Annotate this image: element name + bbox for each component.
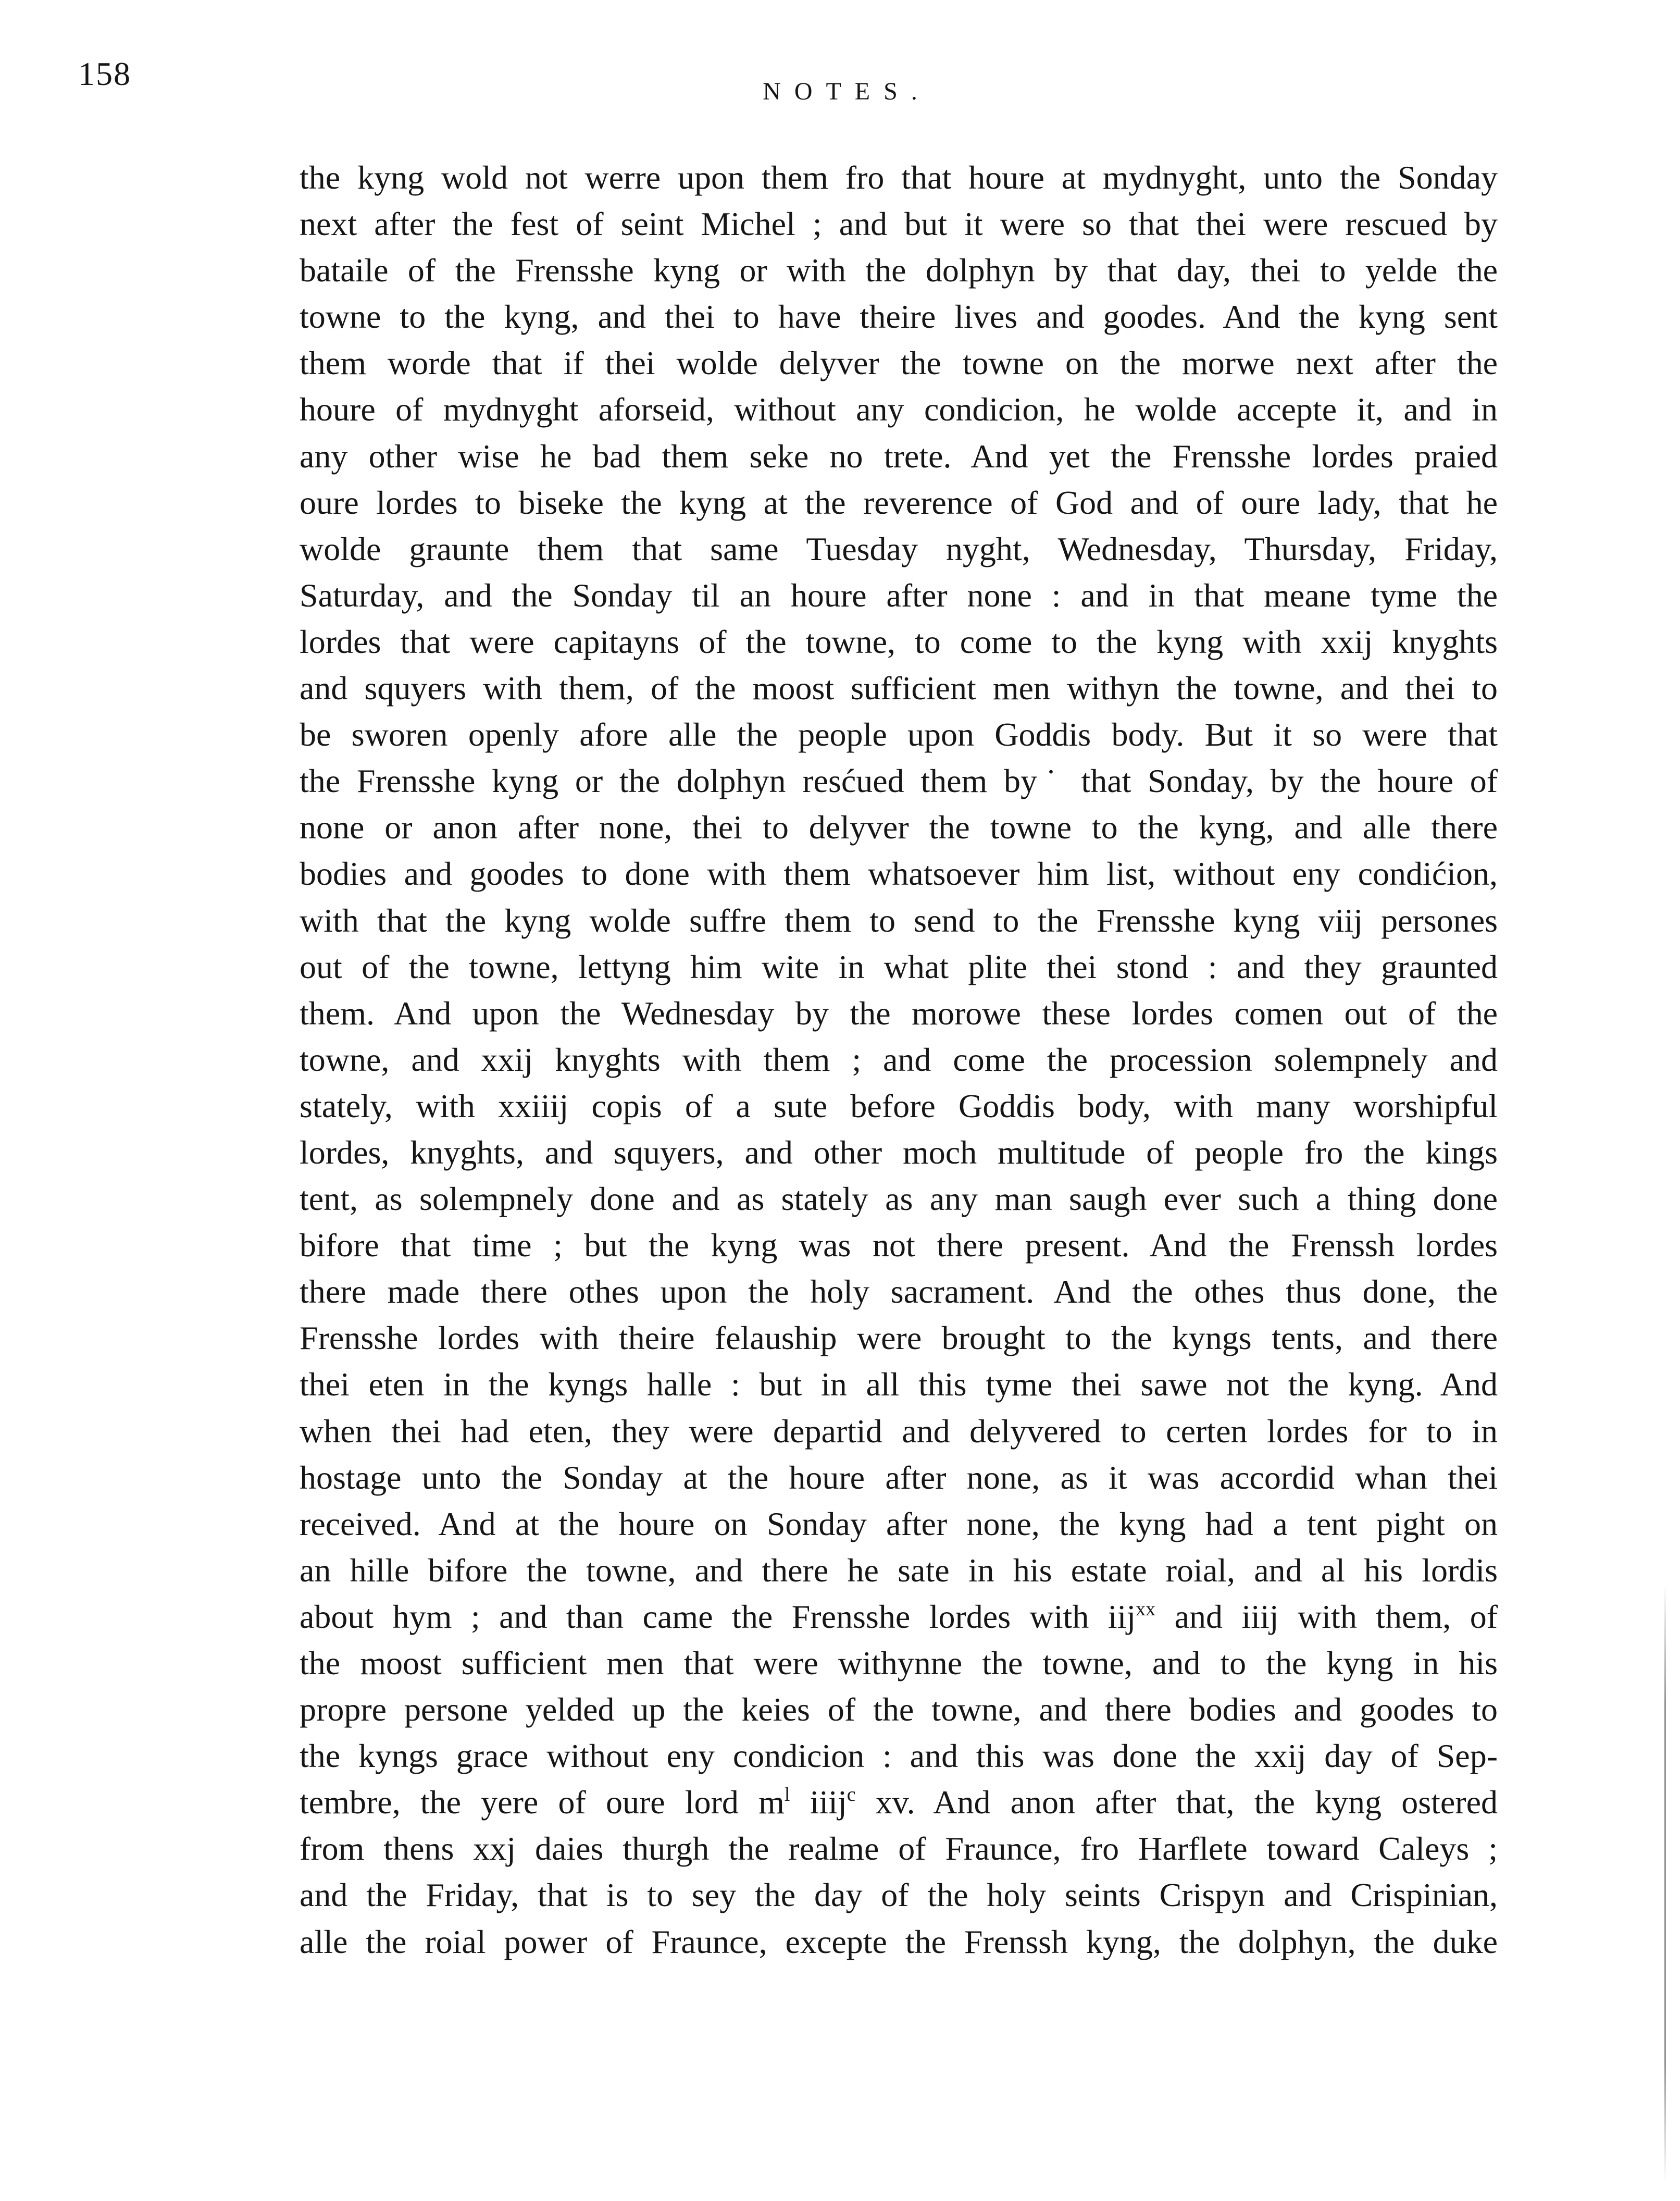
text-line: Frensshe lordes with theire felauship were brought to the kyngs tents, and there (300, 1319, 1498, 1357)
text-line: the Frensshe kyng or the dolphyn resćued them by˙ that Sonday, by the houre of (300, 762, 1498, 800)
running-head: NOTES. (763, 78, 931, 105)
scan-edge-mark (1664, 1584, 1666, 2183)
text-line: tembre, the yere of oure lord $m^l$ iiij$^c$ xv. And anon after that, the kyng ostered (300, 1784, 1498, 1821)
text-line: alle the roial power of Fraunce, excepte the Frenssh kyng, the dolphyn, the duke (300, 1923, 1498, 1960)
superscript: c (847, 1784, 856, 1806)
text-line: the kyngs grace without eny condicion : and this was done the xxij day of Sep- (300, 1737, 1498, 1775)
text-line: houre of mydnyght aforseid, without any condicion, he wolde accepte it, and in (300, 391, 1498, 428)
text-line: none or anon after none, thei to delyver the towne to the kyng, and alle there (300, 809, 1498, 846)
text-line: propre persone yelded up the keies of the towne, and there bodies and goodes to (300, 1691, 1498, 1728)
text-line: there made there othes upon the holy sacrament. And the othes thus done, the (300, 1273, 1498, 1310)
page-number: 158 (78, 55, 131, 92)
text-line: and squyers with them, of the moost sufficient men withyn the towne, and thei to (300, 670, 1498, 707)
superscript: l (784, 1784, 790, 1806)
text-line: any other wise he bad them seke no trete. And yet the Frensshe lordes praied (300, 437, 1498, 475)
text-line: wolde graunte them that same Tuesday nyght, Wednesday, Thursday, Friday, (300, 530, 1498, 567)
text-line: bataile of the Frensshe kyng or with the dolphyn by that day, thei to yelde the (300, 252, 1498, 289)
text-line: the moost sufficient men that were withynne the towne, and to the kyng in his (300, 1644, 1498, 1681)
text-line: bodies and goodes to done with them whatsoever him list, without eny condićion, (300, 855, 1498, 893)
text-line: the kyng wold not werre upon them fro that houre at mydnyght, unto the Sonday (300, 159, 1498, 196)
text-line: bifore that time ; but the kyng was not there present. And the Frenssh lordes (300, 1227, 1498, 1264)
text-line: about hym ; and than came the Frensshe lordes with iij$^{xx}$ and iiij with them, of (300, 1598, 1498, 1635)
text-line: them. And upon the Wednesday by the morowe these lordes comen out of the (300, 994, 1498, 1032)
text-line: when thei had eten, they were departid and delyvered to certen lordes for to in (300, 1412, 1498, 1450)
text-line: thei eten in the kyngs halle : but in all this tyme thei sawe not the kyng. And (300, 1366, 1498, 1403)
text-line: out of the towne, lettyng him wite in what plite thei stond : and they graunted (300, 948, 1498, 985)
text-line: be sworen openly afore alle the people upon Goddis body. But it so were that (300, 716, 1498, 753)
text-line: from thens xxj daies thurgh the realme of Fraunce, fro Harflete toward Caleys ; (300, 1830, 1498, 1868)
body-text (300, 154, 1498, 1965)
text-line: lordes, knyghts, and squyers, and other moch multitude of people fro the kings (300, 1133, 1498, 1171)
superscript: xx (1136, 1598, 1156, 1620)
text-line: towne, and xxij knyghts with them ; and come the procession solempnely and (300, 1041, 1498, 1078)
text-line: them worde that if thei wolde delyver the towne on the morwe next after the (300, 344, 1498, 382)
text-line: next after the fest of seint Michel ; and but it were so that thei were rescued by (300, 205, 1498, 243)
text-line: lordes that were capitayns of the towne, to come to the kyng with xxij knyghts (300, 623, 1498, 660)
text-line: with that the kyng wolde suffre them to send to the Frensshe kyng viij persones (300, 901, 1498, 939)
text-line: tent, as solempnely done and as stately as any man saugh ever such a thing done (300, 1180, 1498, 1218)
text-line: stately, with xxiiij copis of a sute before Goddis body, with many worshipful (300, 1087, 1498, 1124)
text-line: towne to the kyng, and thei to have theire lives and goodes. And the kyng sent (300, 298, 1498, 336)
text-line: oure lordes to biseke the kyng at the reverence of God and of oure lady, that he (300, 484, 1498, 521)
text-line: received. And at the houre on Sonday after none, the kyng had a tent pight on (300, 1505, 1498, 1542)
text-line: and the Friday, that is to sey the day of the holy seints Crispyn and Crispinian, (300, 1876, 1498, 1914)
text-line: an hille bifore the towne, and there he sate in his estate roial, and al his lordis (300, 1551, 1498, 1589)
text-line: hostage unto the Sonday at the houre after none, as it was accordid whan thei (300, 1458, 1498, 1496)
text-line: Saturday, and the Sonday til an houre after none : and in that meane tyme the (300, 576, 1498, 614)
